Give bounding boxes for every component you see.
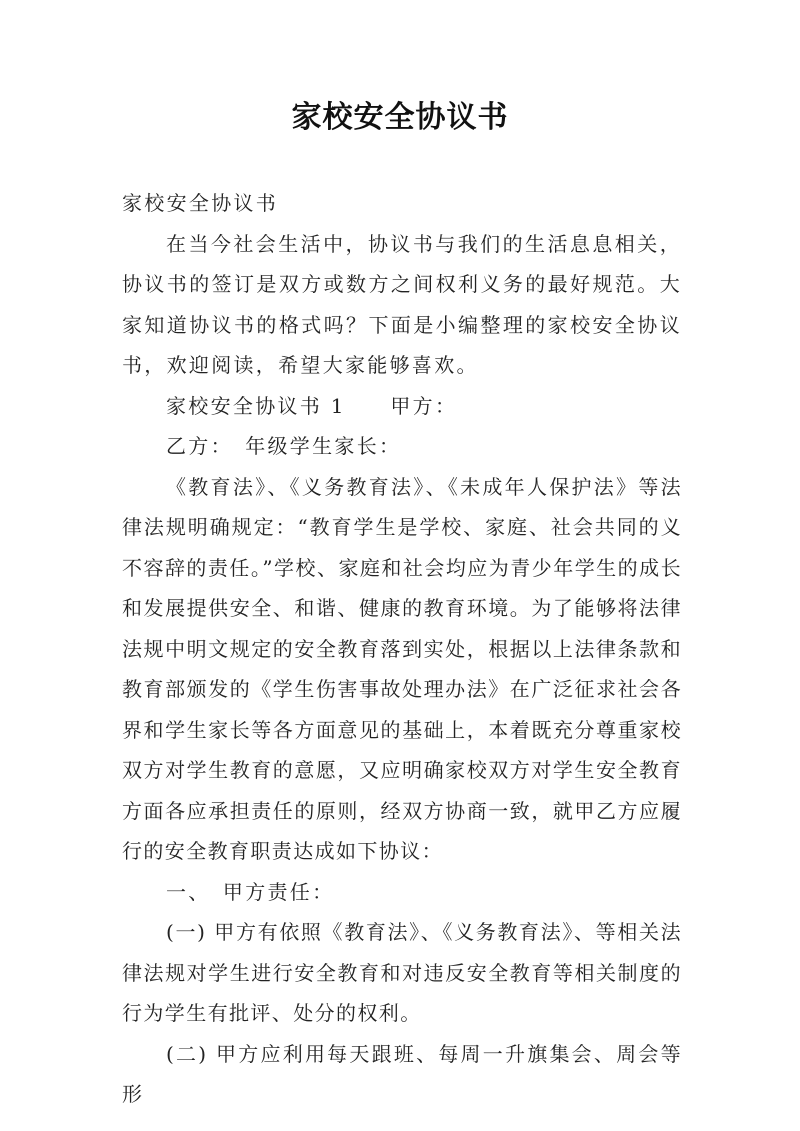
document-title: 家校安全协议书: [291, 100, 509, 135]
paragraph-clause-two: (二) 甲方应利用每天跟班、每周一升旗集会、周会等形: [122, 1041, 682, 1106]
document-body: [122, 183, 682, 1115]
paragraph-clause-one: (一) 甲方有依照《教育法》、《义务教育法》、等相关法律法规对学生进行安全教育和对违反安全教育等相关制度的行为学生有批评、处分的权利。: [122, 920, 682, 1025]
paragraph-heading: 家校安全协议书: [122, 191, 279, 215]
paragraph-intro: 在当今社会生活中，协议书与我们的生活息息相关，协议书的签订是双方或数方之间权利义务的最好规范。大家知道协议书的格式吗？下面是小编整理的家校安全协议书，欢迎阅读，希望大家能够喜欢。: [122, 231, 682, 377]
paragraph-section-one-heading: 一、 甲方责任：: [166, 879, 335, 904]
paragraph-party-b: 乙方： 年级学生家长：: [166, 434, 402, 458]
paragraph-party-a: 家校安全协议书 1 甲方：: [166, 393, 458, 418]
paragraph-legal-basis: 《教育法》、《义务教育法》、《未成年人保护法》等法律法规明确规定：“教育学生是学校、家庭、社会共同的义不容辞的责任。”学校、家庭和社会均应为青少年学生的成长和发展提供安全、和谐、健康的教育环境。为了能够将法律法规中明文规定的安全教育落到实处，根据以上法律条款和教育部颁发的《学生伤害事故处理办法》在广泛征求社会各界和学生家长等各方面意见的基础上，本着既充分尊重家校双方对学生教育的意愿，又应明确家校双方对学生安全教育方面各应承担责任的原则，经双方协商一致，就甲乙方应履行的安全教育职责达成如下协议：: [122, 474, 682, 863]
